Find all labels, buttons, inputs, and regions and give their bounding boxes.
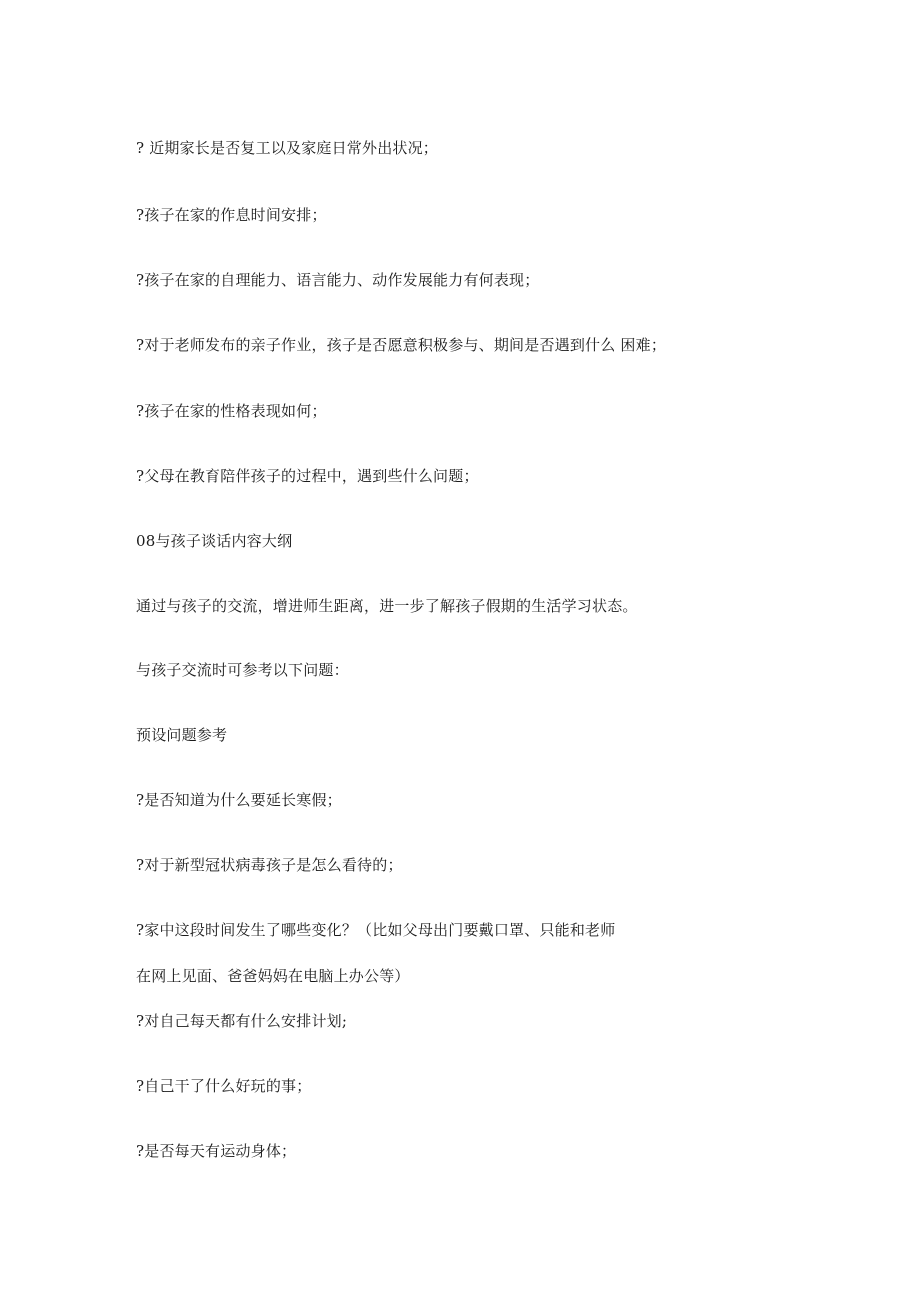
question-home-changes-continued: 在网上见面、爸爸妈妈在电脑上办公等） — [136, 967, 410, 985]
section-heading-child-talk: 08与孩子谈话内容大纲 — [136, 532, 293, 550]
question-parent-problems: ?父母在教育陪伴孩子的过程中，遇到些什么问题； — [136, 467, 479, 485]
question-child-personality: ?孩子在家的性格表现如何； — [136, 402, 327, 420]
question-coronavirus-view: ?对于新型冠状病毒孩子是怎么看待的； — [136, 856, 403, 874]
question-parent-work-status: ? 近期家长是否复工以及家庭日常外出状况； — [136, 139, 439, 157]
question-parent-child-homework: ?对于老师发布的亲子作业，孩子是否愿意积极参与、期间是否遇到什么 困难； — [136, 336, 667, 354]
paragraph-reference-intro: 与孩子交流时可参考以下问题： — [136, 661, 349, 679]
subheading-preset-questions: 预设问题参考 — [136, 726, 228, 744]
paragraph-purpose: 通过与孩子的交流，增进师生距离，进一步了解孩子假期的生活学习状态。 — [136, 597, 638, 615]
question-child-schedule: ?孩子在家的作息时间安排； — [136, 206, 327, 224]
question-daily-plan: ?对自己每天都有什么安排计划; — [136, 1012, 348, 1030]
question-extended-holiday: ?是否知道为什么要延长寒假； — [136, 791, 342, 809]
question-fun-things: ?自己干了什么好玩的事； — [136, 1077, 312, 1095]
question-home-changes: ?家中这段时间发生了哪些变化？（比如父母出门要戴口罩、只能和老师 — [136, 921, 616, 939]
question-child-abilities: ?孩子在家的自理能力、语言能力、动作发展能力有何表现； — [136, 271, 540, 289]
question-daily-exercise: ?是否每天有运动身体； — [136, 1142, 297, 1160]
